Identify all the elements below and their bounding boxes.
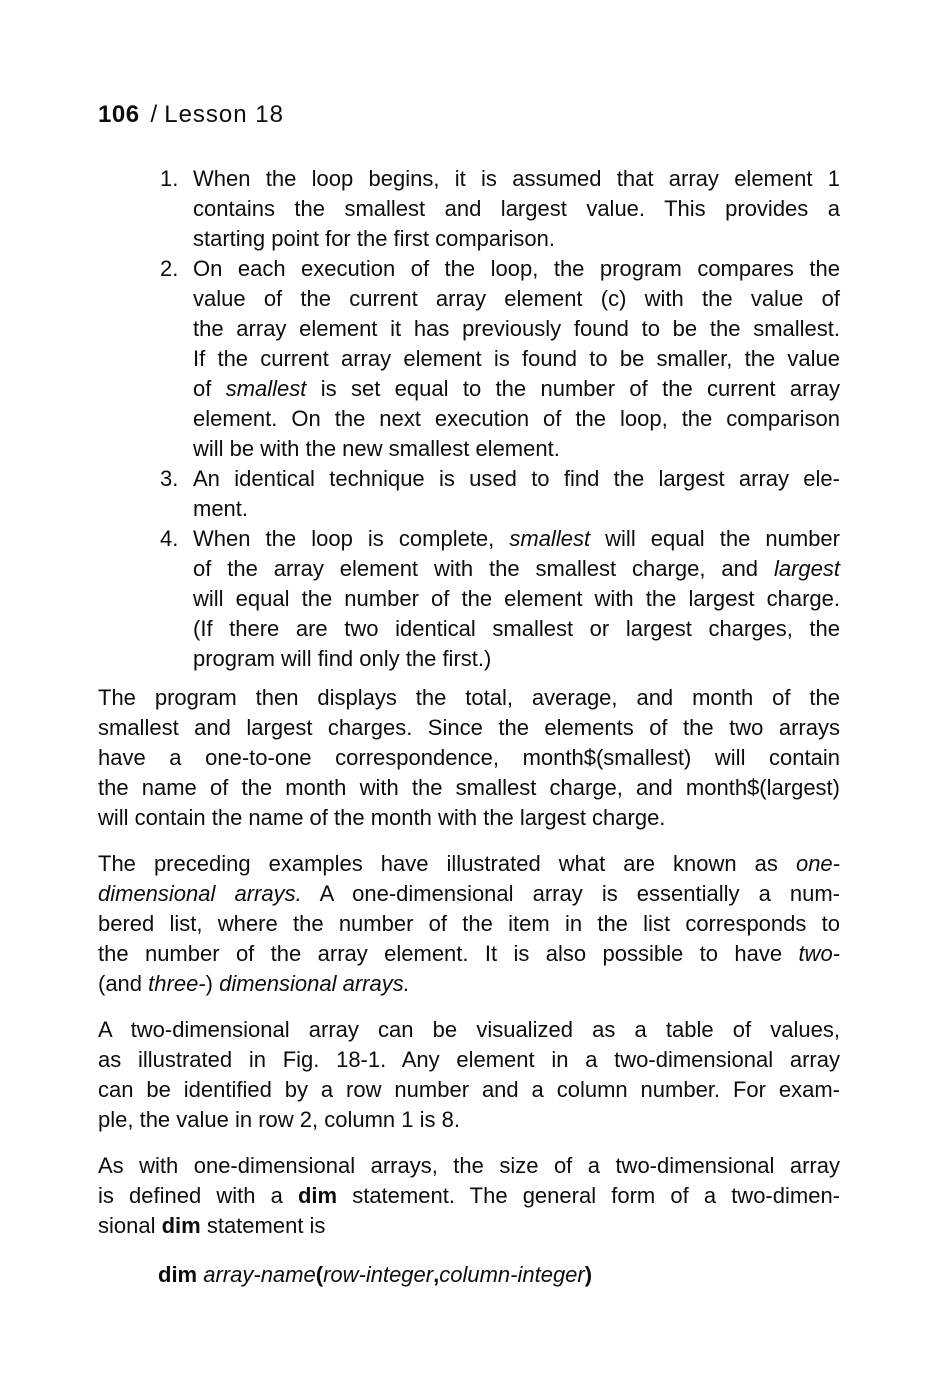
text-line <box>193 314 840 344</box>
list-item-text <box>193 464 840 524</box>
text-run: will equal the number of the element with the largest charge. <box>193 586 840 611</box>
text-line <box>98 1211 840 1241</box>
text-line <box>98 849 840 879</box>
text-line <box>193 374 840 404</box>
text-run: ( <box>315 1262 324 1287</box>
text-line <box>98 1075 840 1105</box>
paragraph <box>98 849 840 999</box>
text-run: If the current array element is found to be smaller, the value <box>193 346 840 371</box>
text-run: dimensional arrays. <box>219 971 410 996</box>
text-line <box>193 254 840 284</box>
text-run: (and <box>98 971 149 996</box>
paragraph <box>98 1151 840 1241</box>
text-run: The preceding examples have illustrated what are known as <box>98 851 796 876</box>
text-line <box>193 554 840 584</box>
text-run: As with one-dimensional arrays, the size of a two-dimensional array <box>98 1153 840 1178</box>
paragraph <box>98 683 840 833</box>
list-item-text <box>193 254 840 464</box>
text-line <box>193 524 840 554</box>
text-run: ple, the value in row 2, column 1 is 8. <box>98 1107 460 1132</box>
text-run: smallest and largest charges. Since the elements of the two arrays <box>98 715 840 740</box>
text-line <box>193 194 840 224</box>
text-line <box>98 909 840 939</box>
text-run: ) <box>205 971 220 996</box>
text-line <box>193 434 840 464</box>
text-line <box>98 1045 840 1075</box>
text-run: is set equal to the number of the current array <box>306 376 840 401</box>
paragraph-group <box>98 683 840 1241</box>
text-run: On each execution of the loop, the program compares the <box>193 256 840 281</box>
text-run: (If there are two identical smallest or largest charges, the <box>193 616 840 641</box>
text-run: ment. <box>193 496 249 521</box>
text-run: the number of the array element. It is also possible to have <box>98 941 799 966</box>
list-item <box>98 464 840 524</box>
list-item-text <box>193 524 840 674</box>
text-run: have a one-to-one correspondence, month$(smallest) will contain <box>98 745 840 770</box>
text-run: starting point for the first comparison. <box>193 226 555 251</box>
text-line <box>193 404 840 434</box>
text-run: dim <box>297 1183 338 1208</box>
text-line <box>98 773 840 803</box>
text-run: A two-dimensional array can be visualized as a table of values, <box>98 1017 840 1042</box>
paragraph <box>98 1015 840 1135</box>
text-run: array-name <box>203 1262 316 1287</box>
text-run: dim <box>161 1213 201 1238</box>
page-number: 106 <box>98 101 140 128</box>
text-line <box>193 344 840 374</box>
text-run: ) <box>584 1262 593 1287</box>
text-run: is defined with a <box>98 1183 298 1208</box>
header-separator: / <box>150 101 158 128</box>
text-run: element. On the next execution of the loop, the comparison <box>193 406 840 431</box>
text-run: smallest <box>225 376 307 401</box>
text-line <box>98 683 840 713</box>
text-run: program will find only the first.) <box>193 646 492 671</box>
text-run: sional <box>98 1213 162 1238</box>
list-item-number: 3. <box>160 466 179 491</box>
text-line <box>98 879 840 909</box>
text-line <box>98 803 840 833</box>
text-run: three- <box>148 971 206 996</box>
text-run: contains the smallest and largest value. This provides a <box>193 196 840 221</box>
text-line <box>193 584 840 614</box>
list-item <box>98 164 840 254</box>
list-item <box>98 254 840 464</box>
text-run: dimensional arrays. <box>98 881 302 906</box>
text-run: An identical technique is used to find the largest array ele- <box>193 466 840 491</box>
text-run: dim <box>158 1262 198 1287</box>
text-run: will be with the new smallest element. <box>193 436 560 461</box>
text-run: one- <box>795 851 840 876</box>
text-run: bered list, where the number of the item in the list corresponds to <box>98 911 840 936</box>
text-line <box>193 494 840 524</box>
list-item-number: 1. <box>160 166 179 191</box>
text-run: When the loop is complete, <box>193 526 510 551</box>
text-line <box>193 284 840 314</box>
text-line <box>193 614 840 644</box>
text-line <box>98 1105 840 1135</box>
text-run: of the array element with the smallest charge, and <box>193 556 774 581</box>
text-run: , <box>433 1262 440 1287</box>
text-line <box>193 644 840 674</box>
text-run: row-integer <box>323 1262 434 1287</box>
text-run: column-integer <box>439 1262 585 1287</box>
text-line <box>98 1151 840 1181</box>
text-line <box>98 743 840 773</box>
list-item <box>98 524 840 674</box>
text-line <box>98 939 840 969</box>
lesson-title: Lesson 18 <box>164 101 284 128</box>
text-run: of <box>193 376 226 401</box>
text-run: as illustrated in Fig. 18-1. Any element in a two-dimensional array <box>98 1047 840 1072</box>
text-run: A one-dimensional array is essentially a num- <box>301 881 840 906</box>
text-run: will equal the number <box>590 526 840 551</box>
text-run: When the loop begins, it is assumed that array element 1 <box>193 166 840 191</box>
text-run: the array element it has previously found to be the smallest. <box>193 316 840 341</box>
text-line <box>193 224 840 254</box>
text-run: statement. The general form of a two-dimen- <box>337 1183 841 1208</box>
text-line <box>193 464 840 494</box>
text-line <box>98 713 840 743</box>
text-run: the name of the month with the smallest charge, and month$(largest) <box>98 775 840 800</box>
text-run: largest <box>773 556 840 581</box>
text-line <box>98 1181 840 1211</box>
text-run: The program then displays the total, average, and month of the <box>98 685 840 710</box>
text-run: two- <box>798 941 840 966</box>
list-item-number: 4. <box>160 526 179 551</box>
text-run: can be identified by a row number and a column number. For exam- <box>98 1077 840 1102</box>
list-item-text <box>193 164 840 254</box>
ordered-list <box>98 164 840 674</box>
text-run: value of the current array element (c) with the value of <box>193 286 840 311</box>
page-header <box>98 100 840 130</box>
list-item-number: 2. <box>160 256 179 281</box>
text-line <box>98 1015 840 1045</box>
text-run: statement is <box>200 1213 326 1238</box>
code-statement <box>158 1260 840 1290</box>
text-run: smallest <box>509 526 591 551</box>
text-run: will contain the name of the month with the largest charge. <box>98 805 666 830</box>
text-line <box>98 969 840 999</box>
text-line <box>193 164 840 194</box>
page-body <box>98 164 840 1290</box>
